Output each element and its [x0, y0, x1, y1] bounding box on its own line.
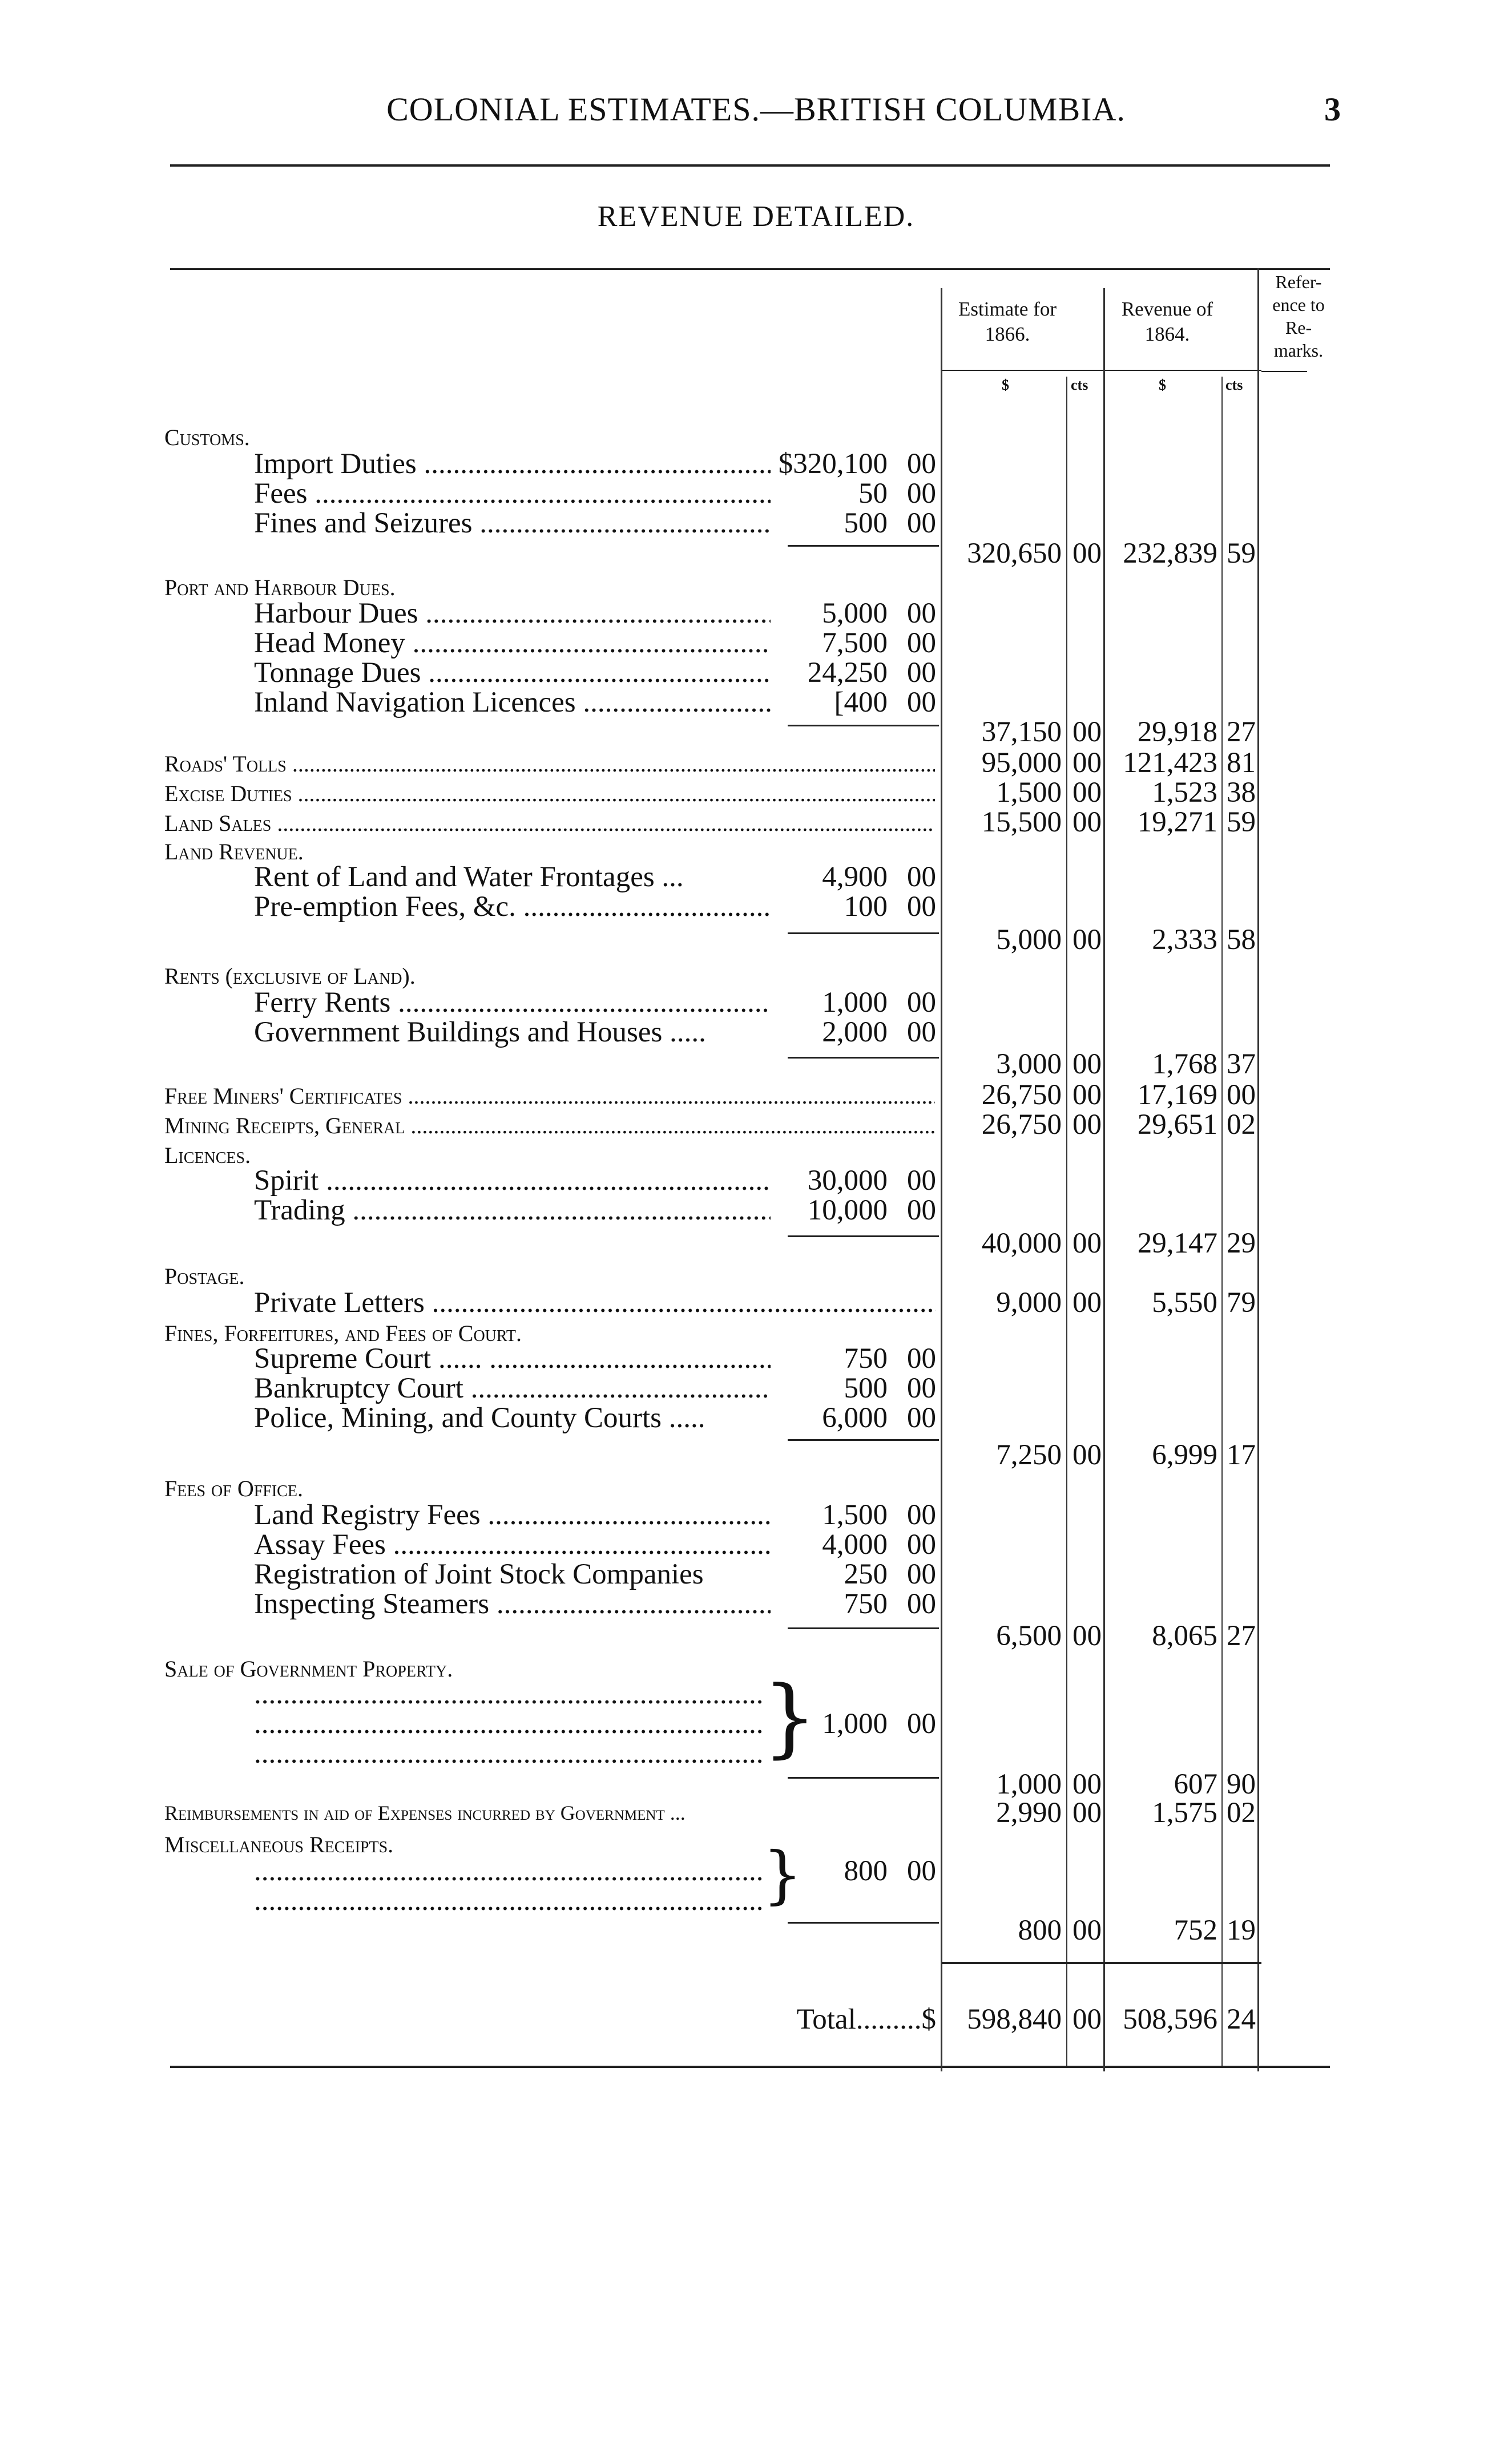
estimate-cents: 00 [1072, 1048, 1102, 1080]
col-divider-2 [1103, 288, 1105, 2071]
estimate-value: 40,000 [981, 1227, 1062, 1259]
line-item-label: Pre-emption Fees, &c. ..... [254, 891, 771, 922]
revenue-cents: 00 [1227, 1079, 1256, 1111]
section-heading: Excise Duties ..... [164, 778, 935, 809]
line-item-label: Inspecting Steamers ..... [254, 1589, 771, 1619]
revenue-cents: 59 [1227, 538, 1256, 569]
line-item-label: Harbour Dues ..... [254, 598, 771, 629]
section-heading: Roads' Tolls ..... [164, 749, 935, 779]
revenue-cents: 27 [1227, 716, 1256, 748]
revenue-value: 1,523 [1152, 777, 1217, 809]
line-item-amount: $320,100 [778, 448, 888, 480]
section-title: REVENUE DETAILED. [597, 200, 915, 233]
line-item-label: Police, Mining, and County Courts ..... [254, 1402, 705, 1434]
line-item-cents: 00 [907, 1855, 936, 1887]
line-item-cents: 00 [907, 1588, 936, 1620]
revenue-value: 6,999 [1152, 1439, 1217, 1471]
revenue-value: 5,550 [1152, 1287, 1217, 1319]
estimate-value: 37,150 [981, 716, 1062, 748]
line-item-amount: 50 [858, 478, 888, 510]
column-header-estimate: Estimate for 1866. [958, 298, 1057, 345]
revenue-cents: 17 [1227, 1439, 1256, 1471]
line-item-label: Rent of Land and Water Frontages ... [254, 861, 684, 893]
line-item-amount: 4,000 [822, 1529, 888, 1561]
revenue-value: 1,575 [1152, 1797, 1217, 1829]
subtotal-rule [788, 1057, 939, 1059]
revenue-cents: 90 [1227, 1768, 1256, 1800]
revenue-cents: 02 [1227, 1109, 1256, 1141]
section-heading: Land Revenue. [164, 839, 304, 865]
estimate-value: 5,000 [996, 924, 1062, 956]
grouping-brace: } [763, 1838, 803, 1911]
revenue-cents: 37 [1227, 1048, 1256, 1080]
line-item-amount: 1,000 [822, 987, 888, 1019]
revenue-value: 17,169 [1137, 1079, 1217, 1111]
line-item-cents: 00 [907, 657, 936, 689]
subtotal-rule [788, 1235, 939, 1237]
estimate-value: 6,500 [996, 1620, 1062, 1652]
estimate-cents: 00 [1072, 1914, 1102, 1946]
section-heading: Customs. [164, 425, 250, 450]
subtotal-rule [788, 1922, 939, 1924]
estimate-value: 800 [1018, 1914, 1062, 1946]
section-heading: Fines, Forfeitures, and Fees of Court. [164, 1320, 522, 1346]
line-item-label [254, 1679, 762, 1710]
estimate-value: 1,000 [996, 1768, 1062, 1800]
revenue-value: 752 [1174, 1914, 1217, 1946]
line-item-cents: 00 [907, 627, 936, 659]
estimate-cents: 00 [1072, 1797, 1102, 1829]
line-item-cents: 00 [907, 1016, 936, 1048]
subtotal-rule [788, 1627, 939, 1629]
line-item-amount: 5,000 [822, 597, 888, 629]
section-heading: Postage. [164, 1263, 245, 1289]
line-item-label: Inland Navigation Licences ..... [254, 687, 771, 718]
estimate-value: 2,990 [996, 1797, 1062, 1829]
cents-unit: cts [1225, 377, 1243, 393]
line-item-cents: 00 [907, 1165, 936, 1197]
column-header-reference: Refer-ence to Re-marks. [1272, 272, 1325, 361]
line-item-cents: 00 [907, 1194, 936, 1226]
line-item-label [254, 1885, 762, 1916]
revenue-value: 607 [1174, 1768, 1217, 1800]
section-heading: Rents (exclusive of Land). [164, 963, 416, 989]
revenue-value: 8,065 [1152, 1620, 1217, 1652]
line-item-amount: [400 [834, 686, 888, 718]
line-item-cents: 00 [907, 1499, 936, 1531]
estimate-value: 3,000 [996, 1048, 1062, 1080]
col-divider-3 [1257, 268, 1259, 2071]
subtotal-rule [788, 725, 939, 726]
table-bottom-rule [170, 2066, 1330, 2068]
total-estimate-cents: 00 [1072, 2003, 1102, 2035]
table-top-rule [170, 268, 1330, 270]
section-heading: Port and Harbour Dues. [164, 575, 396, 600]
estimate-cents: 00 [1072, 806, 1102, 838]
revenue-cents: 29 [1227, 1227, 1256, 1259]
page-title: COLONIAL ESTIMATES.—BRITISH COLUMBIA. [386, 91, 1126, 128]
estimate-value: 1,500 [996, 777, 1062, 809]
subtotal-rule [788, 932, 939, 934]
revenue-value: 232,839 [1123, 538, 1217, 569]
line-item-amount: 500 [844, 1372, 888, 1404]
estimate-cents: 00 [1072, 1768, 1102, 1800]
subtotal-rule [788, 545, 939, 547]
revenue-cents: 81 [1227, 747, 1256, 779]
line-item-cents: 00 [907, 1708, 936, 1740]
revenue-value: 29,147 [1137, 1227, 1217, 1259]
section-heading: Miscellaneous Receipts. [164, 1832, 394, 1857]
line-item-label: Supreme Court ...... ..... [254, 1343, 771, 1374]
estimate-cents: 00 [1072, 1079, 1102, 1111]
line-item-cents: 00 [907, 1343, 936, 1375]
line-item-label [254, 1708, 762, 1739]
subtotal-rule [788, 1439, 939, 1441]
cents-unit: cts [1071, 377, 1088, 393]
line-item-label [254, 1738, 762, 1769]
revenue-value: 19,271 [1137, 806, 1217, 838]
line-item-amount: 500 [844, 507, 888, 539]
line-item-amount: 250 [844, 1558, 888, 1590]
estimate-cents: 00 [1072, 1109, 1102, 1141]
line-item-label: Fees ..... [254, 478, 771, 509]
line-item-amount: 800 [844, 1855, 888, 1887]
line-item-label: Tonnage Dues ..... [254, 657, 771, 688]
revenue-cents: 02 [1227, 1797, 1256, 1829]
section-heading: Sale of Government Property. [164, 1656, 453, 1682]
revenue-value: 2,333 [1152, 924, 1217, 956]
line-item-amount: 750 [844, 1343, 888, 1375]
section-heading: Land Sales ..... [164, 808, 935, 839]
line-item-label: Private Letters ..... [254, 1287, 936, 1318]
total-revenue-cents: 24 [1227, 2003, 1256, 2035]
subtotal-rule [788, 1777, 939, 1779]
estimate-cents: 00 [1072, 1287, 1102, 1319]
total-revenue: 508,596 [1123, 2003, 1217, 2035]
colhead-rule-ref [1261, 371, 1307, 372]
line-item-label: Trading ..... [254, 1195, 771, 1226]
revenue-value: 29,651 [1137, 1109, 1217, 1141]
estimate-cents: 00 [1072, 1227, 1102, 1259]
estimate-cents: 00 [1072, 538, 1102, 569]
line-item-cents: 00 [907, 891, 936, 923]
section-heading: Mining Receipts, General ..... [164, 1110, 935, 1141]
line-item-cents: 00 [907, 507, 936, 539]
estimate-cents: 00 [1072, 716, 1102, 748]
line-item-label: Land Registry Fees ..... [254, 1500, 771, 1530]
line-item-cents: 00 [907, 686, 936, 718]
dollar-unit: $ [1159, 377, 1166, 393]
section-heading: Licences. [164, 1142, 251, 1168]
grouping-brace: } [763, 1668, 817, 1767]
line-item-label [254, 1856, 762, 1887]
line-item-label: Government Buildings and Houses ..... [254, 1016, 706, 1048]
line-item-amount: 10,000 [807, 1194, 888, 1226]
dollar-unit: $ [1002, 377, 1009, 393]
total-rule [942, 1962, 1261, 1964]
line-item-amount: 100 [844, 891, 888, 923]
line-item-label: Head Money ..... [254, 628, 771, 659]
line-item-amount: 24,250 [807, 657, 888, 689]
estimate-value: 95,000 [981, 747, 1062, 779]
estimate-value: 9,000 [996, 1287, 1062, 1319]
estimate-cents: 00 [1072, 777, 1102, 809]
line-item-cents: 00 [907, 1529, 936, 1561]
line-item-amount: 1,000 [822, 1708, 888, 1740]
line-item-cents: 00 [907, 987, 936, 1019]
estimate-cents: 00 [1072, 1439, 1102, 1471]
estimate-cents: 00 [1072, 1620, 1102, 1652]
line-item-amount: 7,500 [822, 627, 888, 659]
line-item-amount: 1,500 [822, 1499, 888, 1531]
estimate-cents: 00 [1072, 747, 1102, 779]
estimate-value: 15,500 [981, 806, 1062, 838]
revenue-value: 1,768 [1152, 1048, 1217, 1080]
line-item-cents: 00 [907, 1372, 936, 1404]
line-item-cents: 00 [907, 597, 936, 629]
section-heading: Free Miners' Certificates ..... [164, 1081, 935, 1112]
revenue-cents: 19 [1227, 1914, 1256, 1946]
revenue-cents: 27 [1227, 1620, 1256, 1652]
revenue-value: 121,423 [1123, 747, 1217, 779]
line-item-cents: 00 [907, 861, 936, 893]
line-item-cents: 00 [907, 478, 936, 510]
line-item-amount: 30,000 [807, 1165, 888, 1197]
revenue-cents: 58 [1227, 924, 1256, 956]
revenue-cents: 59 [1227, 806, 1256, 838]
estimate-value: 7,250 [996, 1439, 1062, 1471]
line-item-cents: 00 [907, 1558, 936, 1590]
colhead-rule [942, 370, 1261, 371]
column-header-revenue: Revenue of 1864. [1121, 298, 1213, 345]
line-item-label: Registration of Joint Stock Companies [254, 1558, 704, 1590]
page-number: 3 [1324, 91, 1341, 128]
section-heading: Reimbursements in aid of Expenses incurred by Government ... [164, 1801, 686, 1824]
line-item-amount: 6,000 [822, 1402, 888, 1434]
line-item-amount: 2,000 [822, 1016, 888, 1048]
section-heading: Fees of Office. [164, 1476, 303, 1501]
revenue-cents: 38 [1227, 777, 1256, 809]
total-estimate: 598,840 [967, 2003, 1062, 2035]
line-item-label: Import Duties ..... [254, 449, 771, 479]
line-item-label: Bankruptcy Court ..... [254, 1373, 771, 1404]
total-label: Total.........$ [796, 2003, 936, 2035]
line-item-amount: 750 [844, 1588, 888, 1620]
line-item-label: Ferry Rents ..... [254, 987, 771, 1018]
revenue-cents: 79 [1227, 1287, 1256, 1319]
estimate-cents: 00 [1072, 924, 1102, 956]
line-item-label: Fines and Seizures ..... [254, 508, 771, 539]
estimate-value: 26,750 [981, 1079, 1062, 1111]
line-item-label: Assay Fees ..... [254, 1529, 771, 1560]
col-divider-1 [941, 288, 942, 2071]
line-item-cents: 00 [907, 1402, 936, 1434]
revenue-value: 29,918 [1137, 716, 1217, 748]
header-rule [170, 164, 1330, 167]
estimate-value: 320,650 [967, 538, 1062, 569]
line-item-cents: 00 [907, 448, 936, 480]
line-item-amount: 4,900 [822, 861, 888, 893]
estimate-value: 26,750 [981, 1109, 1062, 1141]
line-item-label: Spirit ..... [254, 1165, 771, 1196]
